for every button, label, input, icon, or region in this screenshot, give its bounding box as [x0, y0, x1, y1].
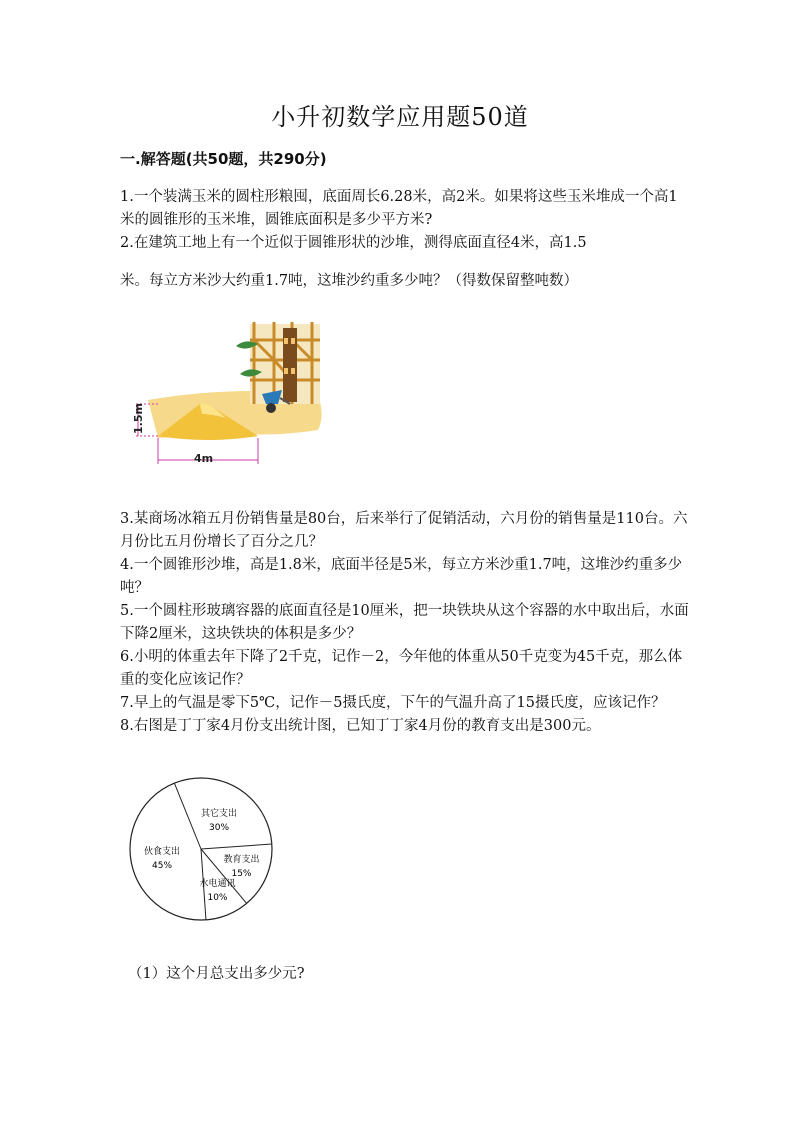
pie-slice-category: 其它支出: [201, 809, 238, 820]
height-label: 1.5m: [132, 403, 145, 434]
question-2-line2: 米。每立方米沙大约重1.7吨，这堆沙约重多少吨？（得数保留整吨数）: [120, 273, 579, 289]
pie-slice-category: 水电通讯: [199, 878, 236, 889]
question-2-line1: 2.在建筑工地上有一个近似于圆锥形状的沙堆，测得底面直径4米，高1.5: [120, 235, 587, 251]
question-6: 6.小明的体重去年下降了2千克，记作－2，今年他的体重从50千克变为45千克，那么体重的变化应该记作？: [120, 649, 683, 688]
pie-slice-percent: 10%: [207, 892, 228, 903]
width-label: 4m: [194, 452, 214, 465]
question-4: 4.一个圆锥形沙堆，高是1.8米，底面半径是5米，每立方米沙重1.7吨，这堆沙约重多少吨？: [120, 557, 683, 596]
sand-pile-figure: [128, 318, 328, 470]
page-title: 小升初数学应用题50道: [271, 103, 529, 131]
pie-slice-category: 教育支出: [223, 855, 260, 866]
expense-pie-chart: [128, 776, 278, 922]
questions-block-1: [120, 186, 690, 293]
questions-block-2: [120, 508, 690, 738]
question-3: 3.某商场冰箱五月份销售量是80台，后来举行了促销活动，六月份的销售量是110台。六月份比五月份增长了百分之几？: [120, 511, 688, 550]
sub-question-1: （1）这个月总支出多少元?: [128, 966, 305, 982]
question-7: 7.早上的气温是零下5℃，记作－5摄氏度，下午的气温升高了15摄氏度，应该记作？: [120, 695, 666, 711]
question-8: 8.右图是丁丁家4月份支出统计图，已知丁丁家4月份的教育支出是300元。: [120, 718, 601, 734]
section-heading: 一.解答题(共50题，共290分): [120, 150, 327, 168]
pie-slice-category: 伙食支出: [144, 846, 181, 857]
question-1: 1.一个装满玉米的圆柱形粮囤，底面周长6.28米，高2米。如果将这些玉米堆成一个高1米的圆锥形的玉米堆，圆锥底面积是多少平方米?: [120, 189, 678, 228]
question-5: 5.一个圆柱形玻璃容器的底面直径是10厘米，把一块铁块从这个容器的水中取出后，水面下降2厘米，这块铁块的体积是多少？: [120, 603, 689, 642]
pie-slice-percent: 15%: [231, 869, 252, 880]
pie-slice-percent: 30%: [209, 823, 230, 834]
pie-slice-percent: 45%: [152, 860, 173, 871]
